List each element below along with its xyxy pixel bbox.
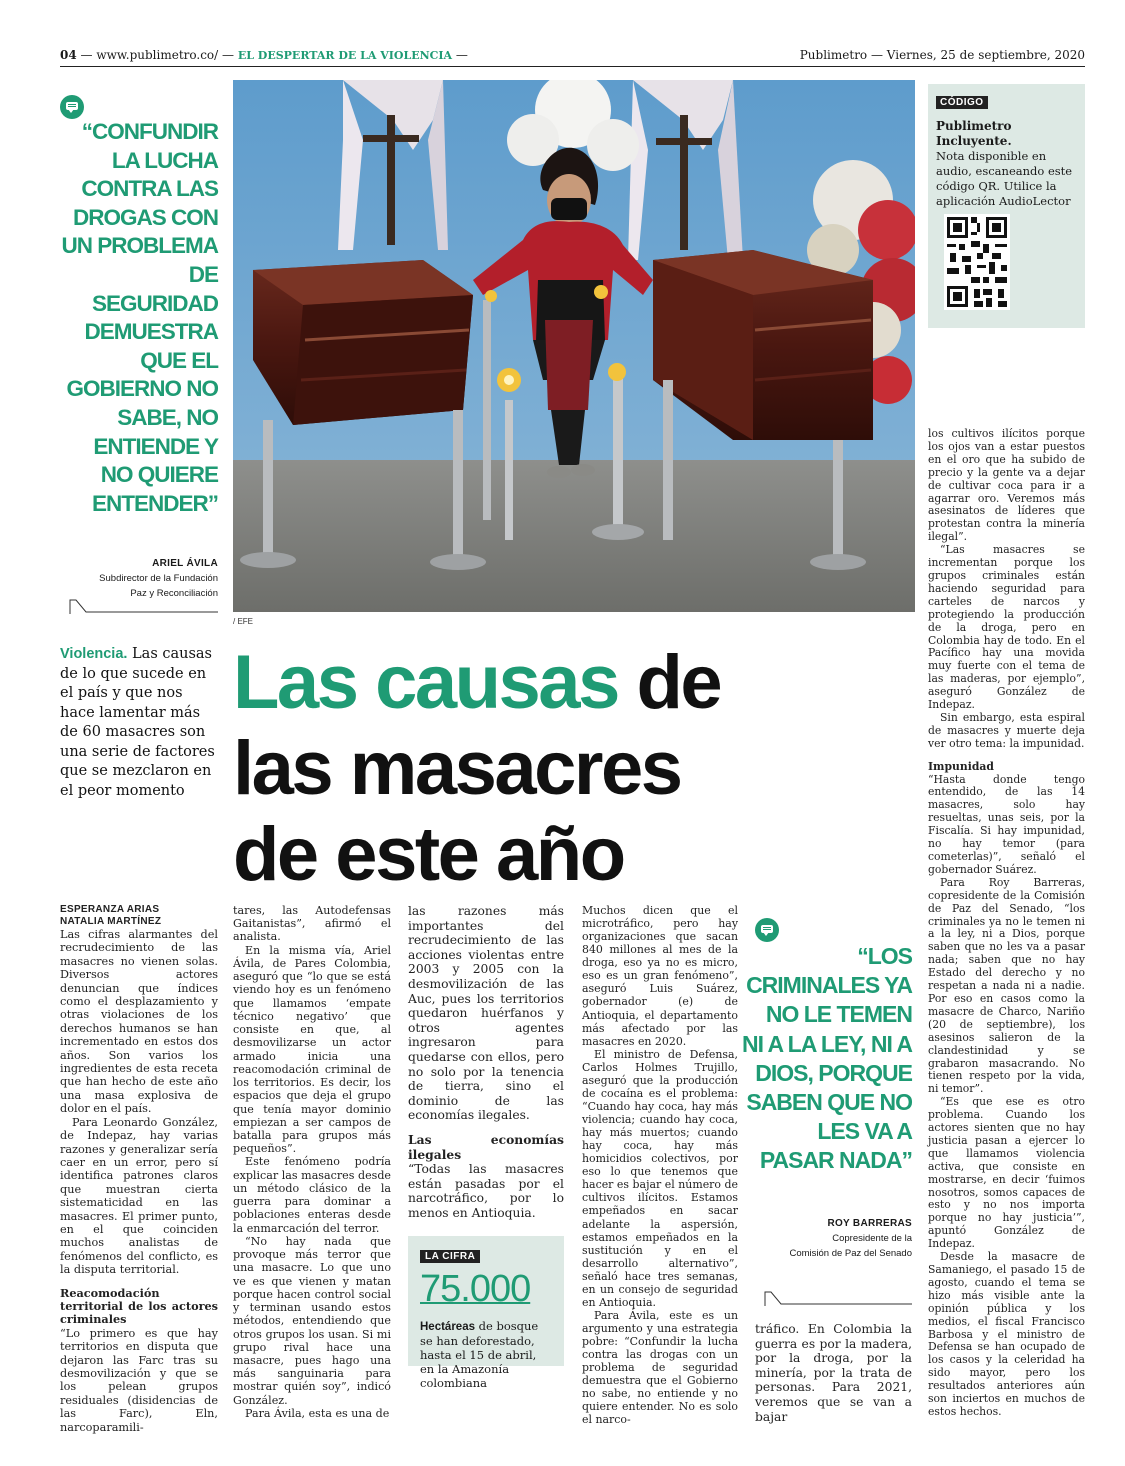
headline-rest1: de <box>617 640 721 725</box>
paragraph: Las cifras alarmantes del recrudecimiento de las masacres no vienen solas. Diversos actores denuncian que índices como el desplazamiento y otras violaciones de los derechos humanos se han incrementado en estos dos años. Son varios los ingredientes de esta receta que han hecho de este año una masa explosiva de dolor en el país. <box>60 928 218 1116</box>
article-column-1 <box>60 904 218 1434</box>
headline-teal: Las causas <box>233 640 618 725</box>
main-photo <box>233 80 915 612</box>
cifra-text: de bosque se han deforestado, hasta el 15 de abril, en la Amazonía colombiana <box>420 1319 539 1390</box>
pull-quote-avila: “CONFUNDIR LA LUCHA CONTRA LAS DROGAS CON UN PROBLEMA DE SEGURIDAD DEMUESTRA QUE EL GOBIERNO NO SABE, NO ENTIENDE Y NO QUIERE ENTENDER” <box>61 119 218 516</box>
headline-line3: de este año <box>233 812 624 897</box>
subheading: Las economías ilegales <box>408 1131 564 1162</box>
code-text: Nota disponible en audio, escaneando este código QR. Utilice la aplicación AudioLector <box>936 149 1073 208</box>
quote-attribution-avila <box>60 556 218 601</box>
article-column-3 <box>408 904 564 1220</box>
paragraph: Para Ávila, este es un argumento y una estrategia pobre: “Confundir la lucha contra las drogas con un problema de seguridad demuestra que el Gobierno no sabe, no entiende y no quiere entender. No es solo el narco- <box>582 1308 738 1427</box>
page-header <box>60 48 1085 66</box>
paragraph: “Lo primero es que hay territorios en disputa que dejaron las Farc tras su desmovilización y que se los pelean grupos residuales (disidencias de las Farc), Eln, narcoparamili- <box>60 1326 218 1434</box>
paragraph: Desde la masacre de Samaniego, el pasado 15 de agosto, cuando el tema se hizo más visible ante la opinión pública y los medios, el fiscal Francisco Barbosa y el ministro de Defensa se han ocupado de los casos y la celeridad ha sido mayor, pero los resultados anteriores aún son inciertos en muchos de estos hechos. <box>928 1250 1085 1418</box>
cifra-description <box>420 1319 552 1390</box>
quote-author: ROY BARRERAS <box>827 1218 912 1229</box>
quote-role-line2: Comisión de Paz del Senado <box>789 1248 912 1259</box>
paragraph: “Es que ese es otro problema. Cuando los actores sienten que no hay justicia pasan a ejercer lo que llamamos violencia activa, que consiste en mostrarse, en decir ‘fuimos nosotros, somos capaces de esto y no nos importa porque no hay justicia’”, apuntó González de Indepaz. <box>928 1095 1085 1251</box>
headline <box>233 640 913 898</box>
photo-credit: / EFE <box>233 617 254 626</box>
lead-paragraph <box>60 645 220 801</box>
paragraph: “Hasta donde tengo entendido, de las 14 masacres, solo hay resueltas, unas seis, por la Fiscalía. Si hay impunidad, no hay temor (para cometerlas)”, señaló el gobernador Suárez. <box>928 772 1085 876</box>
audio-code-box <box>928 84 1085 328</box>
subheading: Reacomodación territorial de los actores criminales <box>60 1285 218 1327</box>
article-column-5 <box>755 1322 912 1424</box>
article-column-6 <box>928 428 1085 1419</box>
paragraph: Muchos dicen que el microtráfico, pero hay organizaciones que sacan 840 millones al mes de la droga, eso ya no es micro, eso es un gran fenómeno”, aseguró Luis Suárez, gobernador (e) de Antioquia, el departamento más afectado por las masacres en 2020. <box>582 904 738 1048</box>
quote-role-line1: Copresidente de la <box>832 1233 912 1244</box>
paragraph: En la misma vía, Ariel Ávila, de Pares Colombia, aseguró que “lo que se está viendo hoy es un fenómeno que llamamos ‘empate técnico negativo’ que consiste en que, al desmovilizarse un actor armado inicia una reacomodación criminal de los territorios. Es decir, los espacios que deja el grupo que tenía mayor dominio empiezan a ser campos de batalla para grupos más pequeños”. <box>233 943 391 1156</box>
paragraph: Para Roy Barreras, copresidente de la Comisión de Paz del Senado, “los criminales ya no le temen ni a la ley, ni a Dios, porque saben que no les va a pasar nada; saben que no hay Estado del derecho y no respetan a nada ni a nadie. Por eso en casos como la masacre de Charco, Nariño (20 de septiembre), los asesinos salieron de la clandestinidad y se grabaron masacrando. No tienen respeto por la vida, ni temor”. <box>928 875 1085 1096</box>
cifra-tag: LA CIFRA <box>420 1250 480 1263</box>
headline-line2: las masacres <box>233 726 681 811</box>
speech-bubble-icon <box>755 918 779 942</box>
paragraph: Sin embargo, esta espiral de masacres y muerte deja ver otro tema: la impunidad. <box>928 710 1085 750</box>
paragraph: “Todas las masacres están pasadas por el narcotráfico, por lo menos en Antioquia. <box>408 1162 564 1220</box>
page-number: 04 <box>60 48 77 62</box>
header-rule <box>60 66 1085 67</box>
pull-quote-barreras: “LOS CRIMINALES YA NO LE TEMEN NI A LA LEY, NI A DIOS, PORQUE SABEN QUE NO LES VA A PASAR NADA” <box>742 943 912 1174</box>
funeral-photo-illustration <box>233 80 915 612</box>
section-name: EL DESPERTAR DE LA VIOLENCIA <box>237 49 453 62</box>
cifra-number: 75.000 <box>420 1268 531 1310</box>
header-url[interactable]: www.publimetro.co/ <box>96 48 219 62</box>
quote-end-rule <box>755 1290 912 1308</box>
subheading: Impunidad <box>928 759 994 773</box>
headline-line1 <box>233 640 913 726</box>
cifra-bold: Hectáreas <box>420 1321 475 1333</box>
header-date: Publimetro — Viernes, 25 de septiembre, 2020 <box>799 48 1085 62</box>
lead-text: Las causas de lo que sucede en el país y que nos hace lamentar más de 60 masacres son una serie de factores que se mezclaron en el peor momento <box>60 646 215 799</box>
paragraph: tráfico. En Colombia la guerra es por la madera, por la droga, por la minería, por la trata de personas. Para 2021, veremos que se van a bajar <box>755 1322 912 1424</box>
quote-role-line2: Paz y Reconciliación <box>130 588 218 599</box>
byline-author-2: NATALIA MARTÍNEZ <box>60 916 162 927</box>
quote-end-rule <box>60 598 218 616</box>
qr-code-icon[interactable] <box>944 214 1010 310</box>
header-left: 04 — www.publimetro.co/ — EL DESPERTAR DE LA VIOLENCIA — <box>60 48 468 62</box>
paragraph: los cultivos ilícitos porque los ojos van a estar puestos en el oro que ha subido de precio y la gente va a dejar de cultivar coca para ir a agarrar oro. Veremos más asesinatos de líderes que protestan contra la minería ilegal”. <box>928 427 1085 544</box>
article-column-2 <box>233 904 391 1420</box>
quote-role-line1: Subdirector de la Fundación <box>99 573 218 584</box>
lead-kicker: Violencia. <box>60 646 128 662</box>
la-cifra-box <box>408 1236 564 1390</box>
byline-author-1: ESPERANZA ARIAS <box>60 904 160 915</box>
code-tag: CÓDIGO <box>936 96 988 109</box>
quote-author: ARIEL ÁVILA <box>152 558 218 569</box>
paragraph: Para Ávila, esta es una de <box>245 1406 390 1420</box>
paragraph: las razones más importantes del recrudecimiento de las acciones violentas entre 2003 y 2005 con la desmovilización de las Auc, pues los territorios quedaron huérfanos y otros agentes ingresaron para quedarse con ellos, pero no solo por la tenencia de tierra, sino el dominio de las economías ilegales. <box>408 904 564 1123</box>
paragraph: Este fenómeno podría explicar las masacres desde un método clásico de la guerra para dominar a poblaciones enteras desde la enmarcación del terror. <box>233 1155 391 1235</box>
paragraph: “No hay nada que provoque más terror que una masacre. Lo que uno ve es que vienen y matan porque hacen control social y terminan usando estos métodos, entendiendo que otros grupos los usan. Si mi grupo rival hace una masacre, pues hago una más sanguinaria para mostrar quién soy”, indicó González. <box>233 1234 391 1407</box>
speech-bubble-icon <box>60 95 84 119</box>
code-title: Publimetro Incluyente. <box>936 119 1012 148</box>
paragraph: El ministro de Defensa, Carlos Holmes Trujillo, aseguró que la producción de cocaína es el problema: “Cuando hay coca, hay más violencia; cuando hay coca, hay más muertos; cuando hay coca, hay más homicidios colectivos, por eso lo que tenemos que hacer es bajar el número de cultivos ilícitos. Estamos empeñados en sacar adelante la aspersión, estamos empeñados en la sustitución y en el desarrollo alternativo”, señaló hace tres semanas, en un consejo de seguridad en Antioquia. <box>582 1047 738 1309</box>
quote-attribution-barreras <box>755 1216 912 1261</box>
article-column-4 <box>582 904 738 1427</box>
paragraph: tares, las Autodefensas Gaitanistas”, afirmó el analista. <box>233 904 391 944</box>
paragraph: “Las masacres se incrementan porque los grupos criminales están haciendo seguridad para carteles de narcos y protegiendo la producción de la droga, pero en Colombia hay de todo. En el Pacífico hay una movida muy fuerte con el tema de las maderas, por ejemplo”, aseguró González de Indepaz. <box>928 543 1085 712</box>
paragraph: Para Leonardo González, de Indepaz, hay varias razones y generalizar sería caer en un error, pero sí identifica patrones claros que muestran cierta sistematicidad en las masacres. El primer punto, en el que coinciden muchos analistas de fenómenos del conflicto, es la disputa territorial. <box>60 1115 218 1277</box>
